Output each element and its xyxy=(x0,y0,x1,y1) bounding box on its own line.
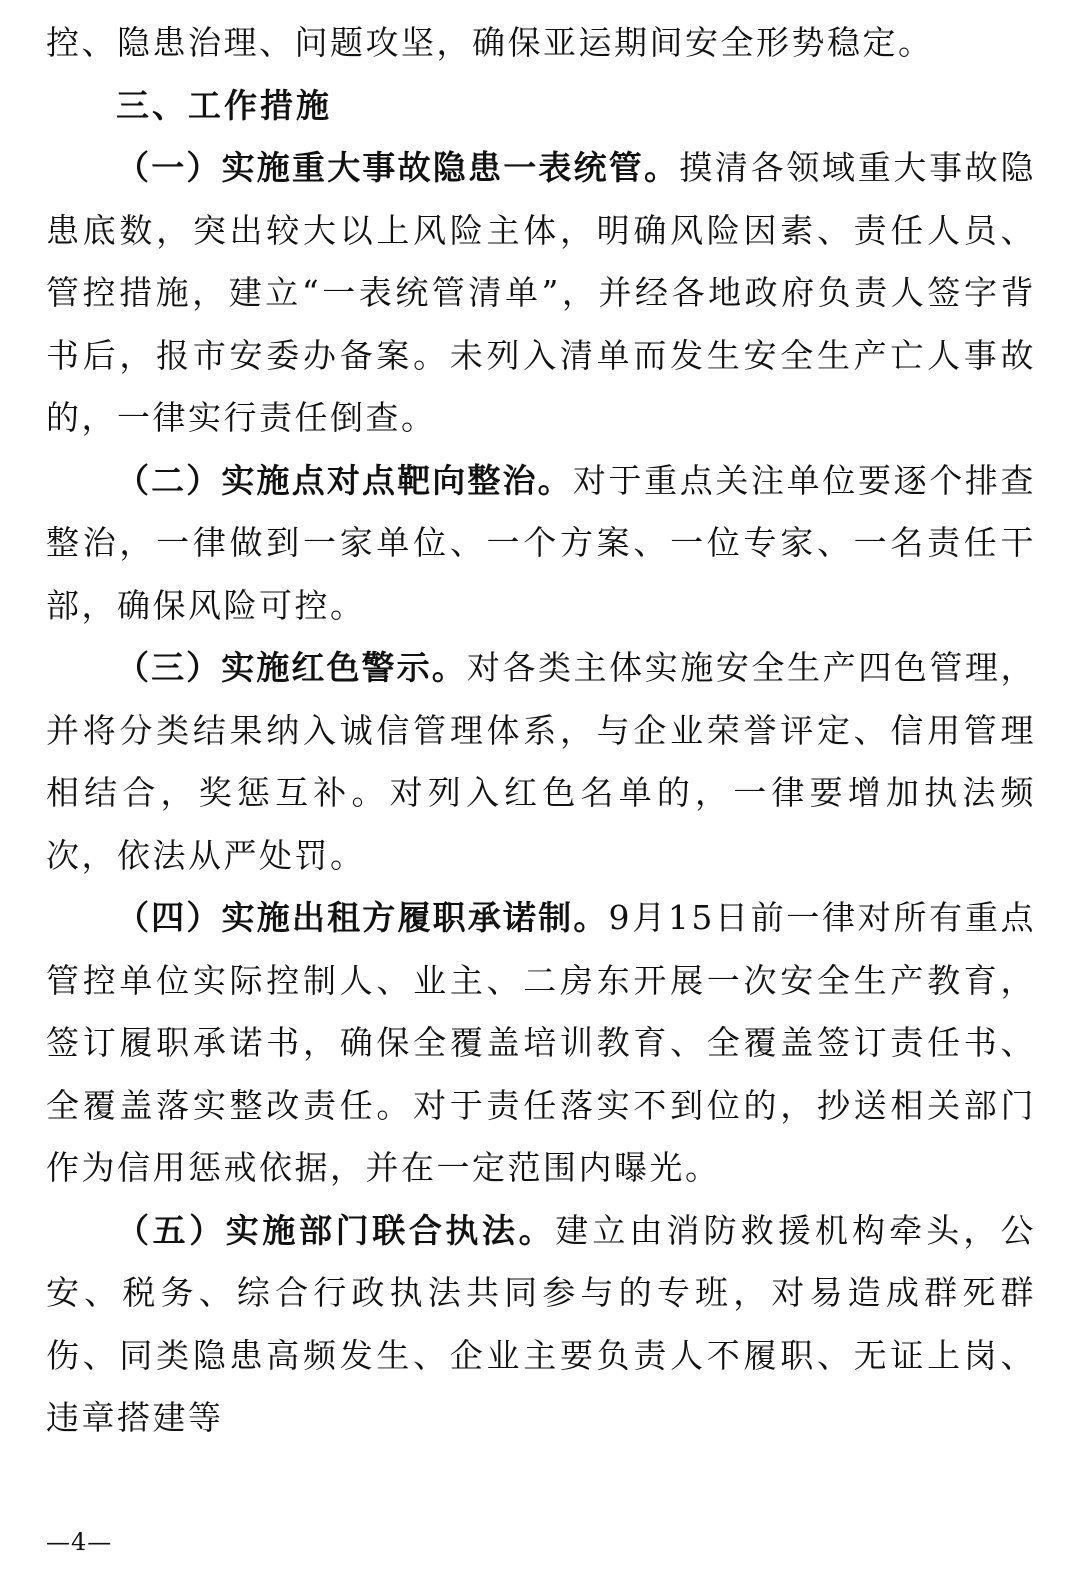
document-page xyxy=(46,12,1036,1450)
measure-title-5: （五）实施部门联合执法。 xyxy=(116,1210,556,1250)
measure-paragraph-1 xyxy=(46,137,1036,450)
continued-paragraph: 控、隐患治理、问题攻坚，确保亚运期间安全形势稳定。 xyxy=(46,23,934,62)
section-heading: 三、工作措施 xyxy=(116,85,332,125)
measure-title-1: （一）实施重大事故隐患一表统管。 xyxy=(116,148,680,187)
measure-title-3: （三）实施红色警示。 xyxy=(116,648,467,687)
measure-body-5: 建立由消防救援机构牵头，公安、税务、综合行政执法共同参与的专班，对易造成群死群伤、同类隐患高频发生、企业主要负责人不履职、无证上岗、违章搭建等 xyxy=(46,1210,1037,1437)
measure-body-4: 9月15日前一律对所有重点管控单位实际控制人、业主、二房东开展一次安全生产教育，签订履职承诺书，确保全覆盖培训教育、全覆盖签订责任书、全覆盖落实整改责任。对于责任落实不到位的，抄送相关部门作为信用惩戒依据，并在一定范围内曝光。 xyxy=(46,898,1036,1187)
page-number: —4— xyxy=(46,1528,113,1556)
measure-paragraph-2 xyxy=(46,450,1036,638)
measure-paragraph-5 xyxy=(46,1200,1036,1450)
measure-paragraph-4 xyxy=(46,887,1036,1200)
measure-body-3: 对各类主体实施安全生产四色管理，并将分类结果纳入诚信管理体系，与企业荣誉评定、信用管理相结合，奖惩互补。对列入红色名单的，一律要增加执法频次，依法从严处罚。 xyxy=(46,648,1037,875)
measure-body-1: 摸清各领域重大事故隐患底数，突出较大以上风险主体，明确风险因素、责任人员、管控措施，建立“一表统管清单”，并经各地政府负责人签字背书后，报市安委办备案。未列入清单而发生安全生产亡人事故的，一律实行责任倒查。 xyxy=(46,148,1037,437)
measure-title-2: （二）实施点对点靶向整治。 xyxy=(116,460,573,500)
measure-title-4: （四）实施出租方履职承诺制。 xyxy=(116,898,609,937)
measure-body-2: 对于重点关注单位要逐个排查整治，一律做到一家单位、一个方案、一位专家、一名责任干部，确保风险可控。 xyxy=(46,460,1037,625)
measure-paragraph-3 xyxy=(46,637,1036,887)
